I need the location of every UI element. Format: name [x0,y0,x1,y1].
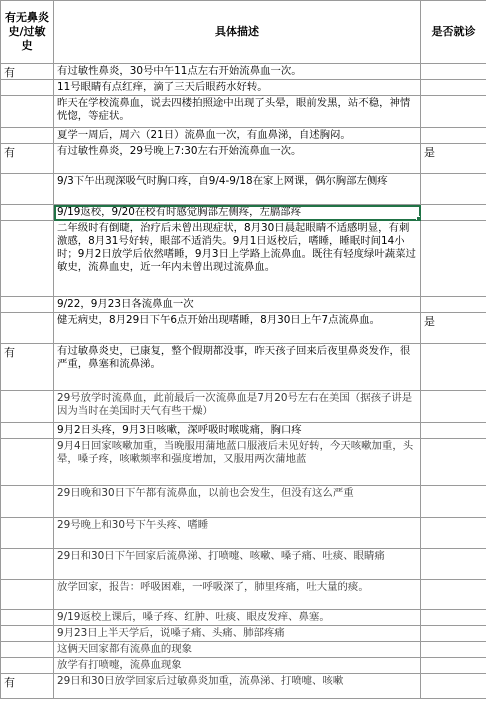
cell-description[interactable]: 这俩天回家都有流鼻血的现象 [54,642,421,658]
cell-seek-care[interactable] [421,221,486,297]
cell-history[interactable] [1,391,54,423]
cell-description[interactable]: 有过敏性鼻炎，30号中午11点左右开始流鼻血一次。 [54,64,421,80]
table-row [1,64,486,80]
cell-history[interactable] [1,486,54,518]
cell-description[interactable]: 有过敏性鼻炎，29号晚上7:30左右开始流鼻血一次。 [54,144,421,174]
cell-description[interactable]: 29日和30日下午回家后流鼻涕、打喷嚏、咳嗽、嗓子痛、吐痰、眼睛痛 [54,549,421,580]
cell-description[interactable]: 放学有打喷嚏，流鼻血现象 [54,658,421,674]
cell-seek-care[interactable]: 是 [421,144,486,174]
cell-history[interactable] [1,423,54,439]
table-row [1,518,486,549]
cell-history[interactable] [1,642,54,658]
cell-history[interactable] [1,128,54,144]
cell-history[interactable] [1,205,54,221]
table-row [1,642,486,658]
cell-seek-care[interactable] [421,80,486,96]
cell-history[interactable] [1,610,54,626]
table-row [1,486,486,518]
header-description[interactable]: 具体描述 [54,1,421,64]
cell-description[interactable]: 9月4日回家咳嗽加重，当晚服用蒲地蓝口服液后未见好转，今天咳嗽加重，头晕，嗓子疼，咳嗽频率和强度增加，又服用两次蒲地蓝 [54,439,421,486]
cell-description[interactable]: 有过敏鼻炎史，已康复，整个假期都没事，昨天孩子回来后夜里鼻炎发作，很严重，鼻塞和流鼻涕。 [54,344,421,391]
cell-seek-care[interactable]: 是 [421,313,486,344]
table-row [1,96,486,128]
cell-description[interactable]: 11号眼睛有点红痒，滴了三天后眼药水好转。 [54,80,421,96]
cell-description[interactable]: 9/19返校上课后，嗓子疼、红肿、吐痰、眼皮发痒、鼻塞。 [54,610,421,626]
table-row [1,221,486,297]
cell-seek-care[interactable] [421,674,486,699]
table-row [1,391,486,423]
cell-history[interactable]: 有 [1,674,54,699]
table-row [1,423,486,439]
cell-history[interactable] [1,297,54,313]
cell-seek-care[interactable] [421,626,486,642]
cell-description[interactable]: 29号晚上和30号下午头疼、嗜睡 [54,518,421,549]
cell-description[interactable]: 昨天在学校流鼻血，说去四楼拍照途中出现了头晕，眼前发黑，站不稳，神情恍惚，等症状。 [54,96,421,128]
cell-history[interactable] [1,658,54,674]
cell-seek-care[interactable] [421,610,486,626]
cell-description[interactable]: 9/22，9月23日各流鼻血一次 [54,297,421,313]
cell-seek-care[interactable] [421,518,486,549]
cell-seek-care[interactable] [421,174,486,205]
cell-seek-care[interactable] [421,297,486,313]
cell-seek-care[interactable] [421,549,486,580]
cell-seek-care[interactable] [421,486,486,518]
cell-seek-care[interactable] [421,580,486,610]
table-row [1,580,486,610]
cell-history[interactable] [1,580,54,610]
cell-seek-care[interactable] [421,391,486,423]
table-row [1,205,486,221]
header-row [1,1,486,64]
cell-description[interactable]: 健无病史，8月29日下午6点开始出现嗜睡，8月30日上午7点流鼻血。 [54,313,421,344]
table-row [1,174,486,205]
cell-seek-care[interactable] [421,642,486,658]
cell-history[interactable]: 有 [1,64,54,80]
header-seek-care[interactable]: 是否就诊 [421,1,486,64]
cell-seek-care[interactable] [421,64,486,80]
cell-description[interactable]: 9月23日上半天学后，说嗓子痛、头痛、肺部疼痛 [54,626,421,642]
cell-history[interactable]: 有 [1,144,54,174]
cell-history[interactable] [1,221,54,297]
cell-description[interactable]: 夏学一周后，周六（21日）流鼻血一次，有血鼻涕，自述胸闷。 [54,128,421,144]
cell-seek-care[interactable] [421,96,486,128]
cell-description[interactable]: 29号放学时流鼻血，此前最后一次流鼻血是7月20号左右在美国（据孩子讲是因为当时在美国时天气有些干燥） [54,391,421,423]
cell-history[interactable] [1,80,54,96]
table-row [1,610,486,626]
cell-history[interactable] [1,518,54,549]
table-row [1,344,486,391]
cell-history[interactable] [1,549,54,580]
table-row [1,626,486,642]
cell-seek-care[interactable] [421,423,486,439]
header-history[interactable]: 有无鼻炎史/过敏史 [1,1,54,64]
table-row [1,674,486,699]
table-row [1,439,486,486]
table-row [1,128,486,144]
cell-seek-care[interactable] [421,128,486,144]
cell-description[interactable]: 29日晚和30日下午都有流鼻血，以前也会发生，但没有这么严重 [54,486,421,518]
cell-description[interactable]: 9月2日头疼，9月3日咳嗽，深呼吸时喉咙痛，胸口疼 [54,423,421,439]
cell-seek-care[interactable] [421,205,486,221]
cell-description[interactable]: 9/3下午出现深吸气时胸口疼，自9/4-9/18在家上网课，偶尔胸部左侧疼 [54,174,421,205]
table-row [1,549,486,580]
cell-history[interactable] [1,439,54,486]
cell-description[interactable]: 二年级时有倒睫，治疗后未曾出现症状，8月30日晨起眼睛不适感明显，有刺激感，8月31号好转，眼部不适消失。9月1日返校后，嗜睡，睡眠时间14小时；9月2日放学后依然嗜睡，9月3日上学路上流鼻血。既往有轻度绿叶蔬菜过敏史，流鼻血史，近一年内未曾出现过流鼻血。 [54,221,421,297]
table-row [1,80,486,96]
table-row [1,144,486,174]
table-row [1,658,486,674]
cell-seek-care[interactable] [421,439,486,486]
cell-description-selected[interactable]: 9/19返校，9/20在校有时感觉胸部左侧疼，左膈部疼 [54,205,421,221]
cell-history[interactable] [1,174,54,205]
cell-history[interactable] [1,313,54,344]
cell-description[interactable]: 29日和30日放学回家后过敏鼻炎加重，流鼻涕、打喷嚏、咳嗽 [54,674,421,699]
cell-history[interactable] [1,96,54,128]
cell-seek-care[interactable] [421,658,486,674]
cell-seek-care[interactable] [421,344,486,391]
table-row [1,313,486,344]
table-body [1,64,486,699]
cell-history[interactable] [1,626,54,642]
fill-handle[interactable] [416,216,421,221]
table-row [1,297,486,313]
cell-description[interactable]: 放学回家，报告：呼吸困难，一呼吸深了，肺里疼痛，吐大量的痰。 [54,580,421,610]
cell-history[interactable]: 有 [1,344,54,391]
